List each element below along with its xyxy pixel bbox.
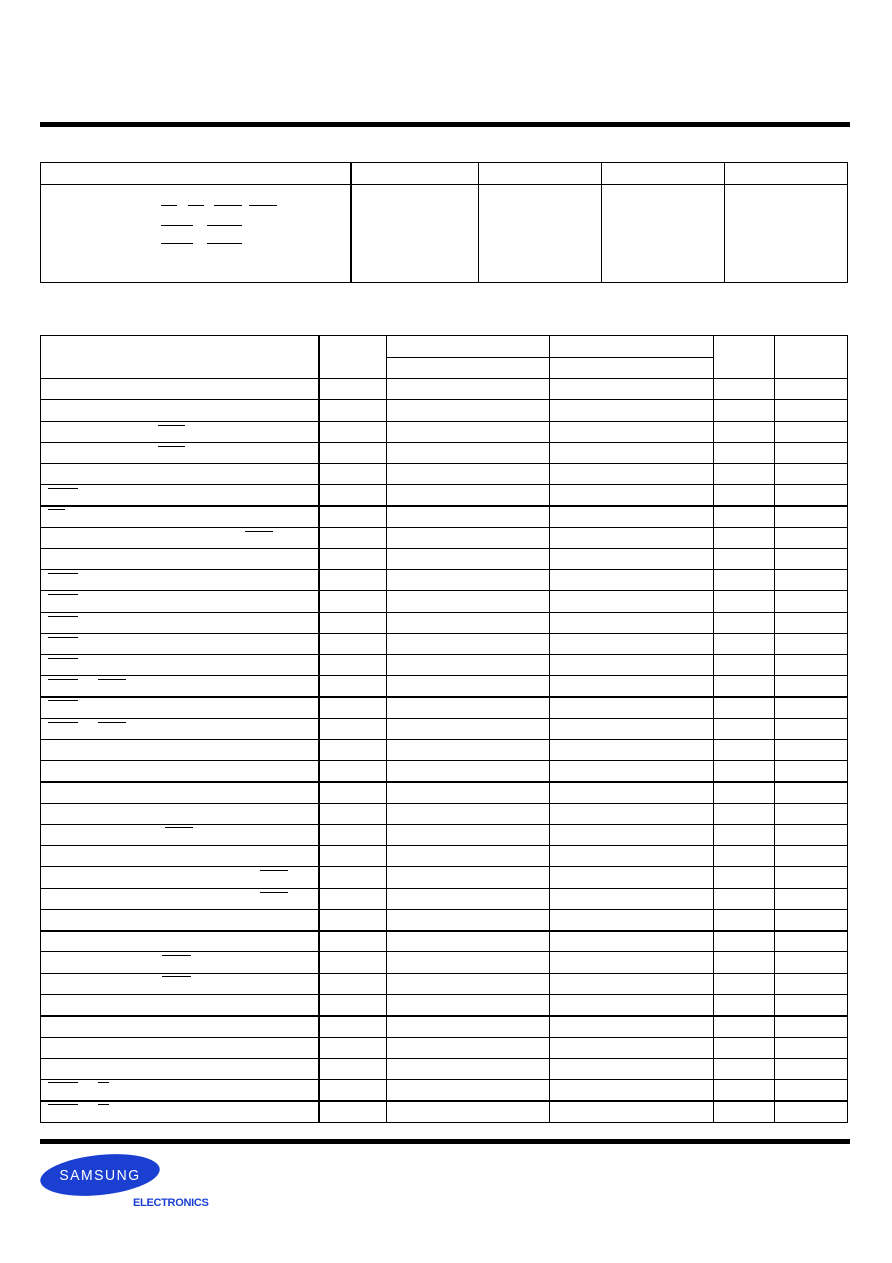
column-divider: [713, 336, 714, 1122]
overbar-mark: [260, 870, 288, 871]
overbar-mark: [98, 722, 126, 723]
overbar-mark: [48, 637, 78, 638]
overbar-mark: [48, 722, 78, 723]
row-separator: [41, 951, 847, 952]
overbar-mark: [48, 488, 78, 489]
row-separator: [41, 633, 847, 634]
overbar-mark: [260, 892, 288, 893]
row-separator: [41, 569, 847, 570]
overbar-mark: [162, 955, 191, 956]
row-separator: [41, 421, 847, 422]
row-separator: [41, 739, 847, 740]
column-divider: [549, 336, 550, 1122]
row-separator: [41, 973, 847, 974]
overbar-mark: [161, 225, 193, 226]
overbar-mark: [98, 1104, 109, 1105]
overbar-mark: [48, 509, 65, 510]
row-separator: [41, 1037, 847, 1038]
row-separator: [41, 590, 847, 591]
overbar-mark: [48, 573, 78, 574]
column-divider: [774, 336, 775, 1122]
row-separator: [41, 696, 847, 698]
row-separator: [41, 484, 847, 485]
overbar-mark: [98, 1082, 109, 1083]
row-separator: [41, 1058, 847, 1059]
column-divider: [478, 163, 479, 282]
header-subdivider: [387, 357, 714, 358]
overbar-mark: [48, 700, 78, 701]
row-separator: [41, 1079, 847, 1080]
column-divider: [601, 163, 602, 282]
row-separator: [41, 803, 847, 804]
overbar-mark: [165, 827, 193, 828]
overbar-mark: [48, 616, 78, 617]
footer-rule: [40, 1139, 850, 1144]
row-separator: [41, 994, 847, 995]
row-separator: [41, 442, 847, 443]
overbar-mark: [158, 425, 185, 426]
overbar-mark: [249, 205, 277, 206]
row-separator: [41, 654, 847, 655]
column-divider: [350, 163, 352, 282]
overbar-mark: [207, 225, 242, 226]
row-separator: [41, 548, 847, 549]
overbar-mark: [188, 205, 204, 206]
overbar-mark: [48, 658, 78, 659]
row-separator: [41, 888, 847, 889]
row-separator: [41, 718, 847, 719]
overbar-mark: [214, 205, 242, 206]
row-separator: [41, 760, 847, 761]
row-separator: [41, 824, 847, 825]
overbar-mark: [98, 679, 126, 680]
overbar-mark: [48, 1082, 78, 1083]
overbar-mark: [245, 531, 273, 532]
row-separator: [41, 463, 847, 464]
header-rule-line: [41, 378, 847, 379]
overbar-mark: [207, 243, 242, 244]
overbar-mark: [161, 243, 193, 244]
logo-brand-text: SAMSUNG: [59, 1166, 141, 1184]
row-separator: [41, 1015, 847, 1017]
row-separator: [41, 612, 847, 613]
row-separator: [41, 505, 847, 507]
column-divider: [386, 336, 387, 1122]
row-separator: [41, 845, 847, 846]
column-divider: [724, 163, 725, 282]
row-separator: [41, 399, 847, 400]
overbar-mark: [161, 205, 177, 206]
table-header-row: [41, 163, 847, 185]
row-separator: [41, 781, 847, 783]
row-separator: [41, 909, 847, 910]
overbar-mark: [48, 679, 78, 680]
samsung-logo: [38, 1152, 162, 1198]
overbar-mark: [158, 446, 185, 447]
row-separator: [41, 930, 847, 932]
logo-division-text: ELECTRONICS: [133, 1197, 209, 1209]
column-divider: [318, 336, 320, 1122]
row-separator: [41, 866, 847, 867]
overbar-mark: [48, 1104, 78, 1105]
row-separator: [41, 1100, 847, 1102]
overbar-mark: [162, 976, 191, 977]
overbar-mark: [48, 594, 78, 595]
header-rule: [40, 122, 850, 127]
row-separator: [41, 675, 847, 676]
signal-summary-table: [40, 162, 848, 283]
row-separator: [41, 527, 847, 528]
timing-parameter-table: [40, 335, 848, 1123]
